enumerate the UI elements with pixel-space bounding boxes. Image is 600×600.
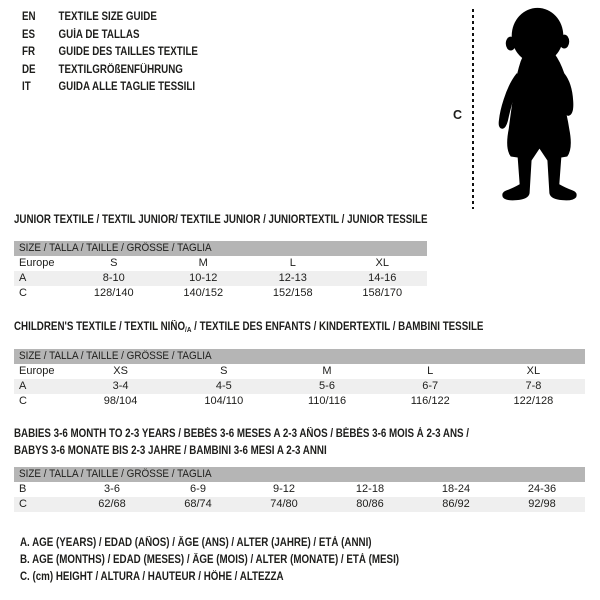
- size-header: [14, 241, 427, 256]
- title-text: JUNIOR TEXTILE / TEXTIL JUNIOR/ TEXTILE JUNIOR / JUNIORTEXTIL / JUNIOR TESSILE: [14, 214, 428, 226]
- legend-line: C. (cm) HEIGHT / ALTURA / HAUTEUR / HÖHE / ALTEZZA: [20, 571, 284, 583]
- row-label: A: [19, 272, 27, 284]
- table-title-line: [14, 443, 327, 460]
- row-label: Europe: [19, 365, 55, 377]
- size-table-junior: [14, 241, 427, 301]
- legend-line: B. AGE (MONTHS) / EDAD (MESES) / ÂGE (MOIS) / ALTER (MONATE) / ETÀ (MESI): [20, 554, 400, 566]
- size-value: 4-5: [215, 380, 232, 392]
- language-row: [22, 27, 198, 45]
- size-value: M: [198, 257, 208, 269]
- row-label: C: [19, 395, 27, 407]
- size-header: [14, 349, 585, 364]
- title-subscript: /A: [185, 325, 192, 334]
- size-value: 98/104: [103, 395, 138, 407]
- size-value: XL: [375, 257, 389, 269]
- size-table-babies: [14, 467, 585, 512]
- title-text: CHILDREN'S TEXTILE / TEXTIL NIÑO: [14, 321, 186, 333]
- table-row: [14, 256, 427, 271]
- table-title-babies: [14, 426, 600, 460]
- size-header-text: SIZE / TALLA / TAILLE / GRÖSSE / TAGLIA: [19, 242, 212, 254]
- size-value: 18-24: [441, 483, 471, 495]
- size-value: M: [322, 365, 332, 377]
- table-row: [14, 271, 427, 286]
- size-value: 104/110: [204, 395, 244, 407]
- size-value: S: [110, 257, 118, 269]
- size-value: S: [220, 365, 228, 377]
- table-row: [14, 482, 585, 497]
- size-value: XL: [526, 365, 541, 377]
- title-text: / TEXTILE DES ENFANTS / KINDERTEXTIL / BAMBINI TESSILE: [191, 321, 484, 333]
- size-value: 8-10: [102, 272, 125, 284]
- language-label: TEXTILE SIZE GUIDE: [58, 11, 157, 23]
- table-row: [14, 394, 585, 409]
- language-code: FR: [22, 46, 36, 58]
- row-label: B: [19, 483, 27, 495]
- row-label: A: [19, 380, 27, 392]
- table-row: [14, 364, 585, 379]
- language-row: [22, 9, 198, 27]
- language-label: TEXTILGRÖßENFÜHRUNG: [58, 63, 183, 76]
- size-value: 86/92: [442, 498, 470, 510]
- size-value: 122/128: [513, 395, 554, 407]
- size-value: 6-9: [190, 483, 206, 495]
- table-row: [14, 286, 427, 301]
- language-code: DE: [22, 63, 36, 76]
- table-title-children: [14, 319, 566, 338]
- size-value: 14-16: [368, 272, 397, 284]
- size-value: 10-12: [189, 272, 218, 284]
- size-value: 9-12: [272, 483, 296, 495]
- language-code: ES: [22, 28, 36, 41]
- size-value: XS: [113, 365, 128, 377]
- legend-line: A. AGE (YEARS) / EDAD (AÑOS) / ÂGE (ANS) / ALTER (JAHRE) / ETÀ (ANNI): [20, 537, 372, 549]
- size-legend: [20, 535, 600, 586]
- table-title-line: [14, 319, 483, 338]
- size-header: [14, 467, 585, 482]
- size-value: L: [289, 257, 296, 269]
- size-value: 128/140: [93, 287, 134, 299]
- row-label: Europe: [19, 257, 55, 269]
- table-title-junior: [14, 212, 500, 229]
- size-value: 74/80: [270, 498, 298, 510]
- row-label: C: [19, 498, 27, 510]
- language-code: EN: [22, 11, 36, 23]
- height-measure-line: [472, 9, 474, 209]
- title-text: BABYS 3-6 MONATE BIS 2-3 JAHRE / BAMBINI 3-6 MESI A 2-3 ANNI: [14, 445, 327, 457]
- language-label: GUÍA DE TALLAS: [58, 28, 140, 41]
- language-label: GUIDA ALLE TAGLIE TESSILI: [58, 81, 196, 93]
- size-value: 80/86: [356, 498, 384, 510]
- size-header-text: SIZE / TALLA / TAILLE / GRÖSSE / TAGLIA: [19, 350, 212, 362]
- figure-area: [452, 5, 600, 215]
- table-row: [14, 497, 585, 512]
- size-value: 7-8: [525, 380, 542, 392]
- language-row: [22, 79, 198, 97]
- size-value: 110/116: [307, 395, 347, 407]
- language-row: [22, 62, 198, 80]
- size-value: 12-18: [355, 483, 385, 495]
- size-value: 62/68: [98, 498, 126, 510]
- language-row: [22, 44, 198, 62]
- size-value: 140/152: [183, 287, 224, 299]
- size-table-children: [14, 349, 585, 409]
- language-list: [22, 9, 229, 97]
- toddler-silhouette-icon: [481, 5, 595, 205]
- table-row: [14, 379, 585, 394]
- size-value: 158/170: [362, 287, 403, 299]
- height-measure-label: C: [453, 108, 463, 122]
- table-title-line: [14, 212, 428, 229]
- language-code: IT: [22, 81, 31, 93]
- size-value: 116/122: [410, 395, 450, 407]
- size-value: 24-36: [527, 483, 557, 495]
- size-value: 3-4: [112, 380, 129, 392]
- table-title-line: [14, 426, 469, 443]
- size-value: 152/158: [272, 287, 313, 299]
- size-value: 6-7: [422, 380, 439, 392]
- size-value: 5-6: [319, 380, 335, 392]
- row-label: C: [19, 287, 27, 299]
- size-value: 92/98: [528, 498, 556, 510]
- size-value: 68/74: [184, 498, 212, 510]
- title-text: BABIES 3-6 MONTH TO 2-3 YEARS / BEBÉS 3-6 MESES A 2-3 AÑOS / BÉBÉS 3-6 MOIS À 2-3 ANS /: [14, 428, 470, 440]
- size-value: L: [427, 365, 434, 377]
- size-value: 12-13: [278, 272, 307, 284]
- size-value: 3-6: [104, 483, 120, 495]
- size-header-text: SIZE / TALLA / TAILLE / GRÖSSE / TAGLIA: [19, 468, 212, 480]
- language-label: GUIDE DES TAILLES TEXTILE: [58, 46, 198, 58]
